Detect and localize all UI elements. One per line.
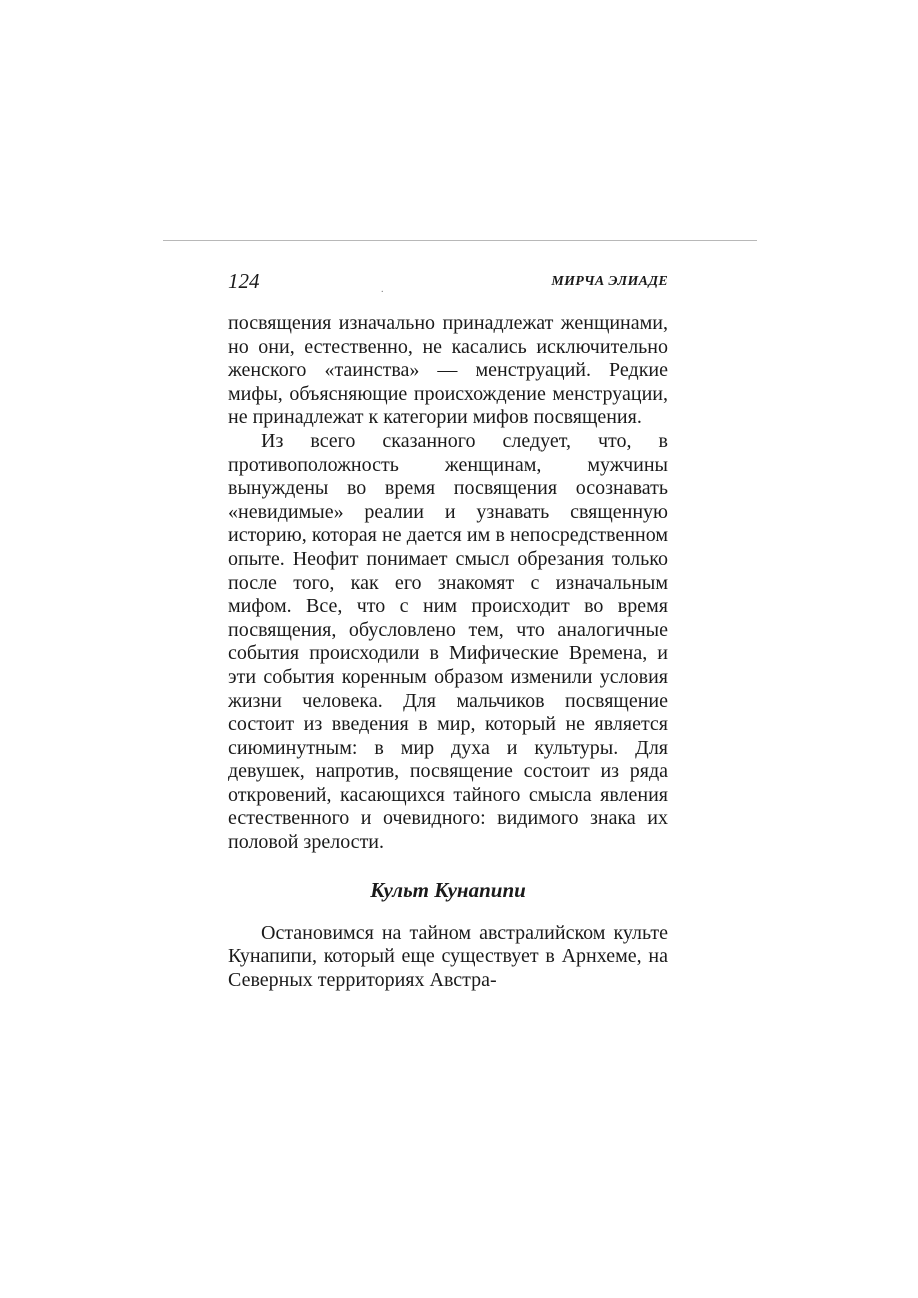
header-mark: . (381, 284, 384, 295)
paragraph-continuation: посвящения изначально принадлежат женщинами, но они, естественно, не касались исключительно женского «таинства» — менструаций. Редкие мифы, объясняющие происхождение менструации, не принадлежат к категории мифов посвящения. (228, 312, 668, 429)
top-rule (163, 240, 757, 241)
running-head: МИРЧА ЭЛИАДЕ (551, 274, 668, 289)
paragraph: Остановимся на тайном австралийском культе Кунапипи, который еще существует в Арнхеме, на Северных территориях Австра- (228, 921, 668, 991)
page-number: 124 (228, 269, 260, 293)
paragraph: Из всего сказанного следует, что, в противоположность женщинам, мужчины вынуждены во время посвящения осознавать «невидимые» реалии и узнавать священную историю, которая не дается им в непосредственном опыте. Неофит понимает смысл обрезания только после того, как его знакомят с изначальным мифом. Все, что с ним происходит во время посвящения, обусловлено тем, что аналогичные события происходили в Мифические Времена, и эти события коренным образом изменили условия жизни человека. Для мальчиков посвящение состоит из введения в мир, который не является сиюминутным: в мир духа и культуры. Для девушек, напротив, посвящение состоит из ряда откровений, касающихся тайного смысла явления естественного и очевидного: видимого знака их половой зрелости. (228, 429, 668, 854)
section-title: Культ Кунапипи (370, 877, 526, 902)
main-text (228, 312, 668, 992)
page-header (228, 267, 668, 297)
